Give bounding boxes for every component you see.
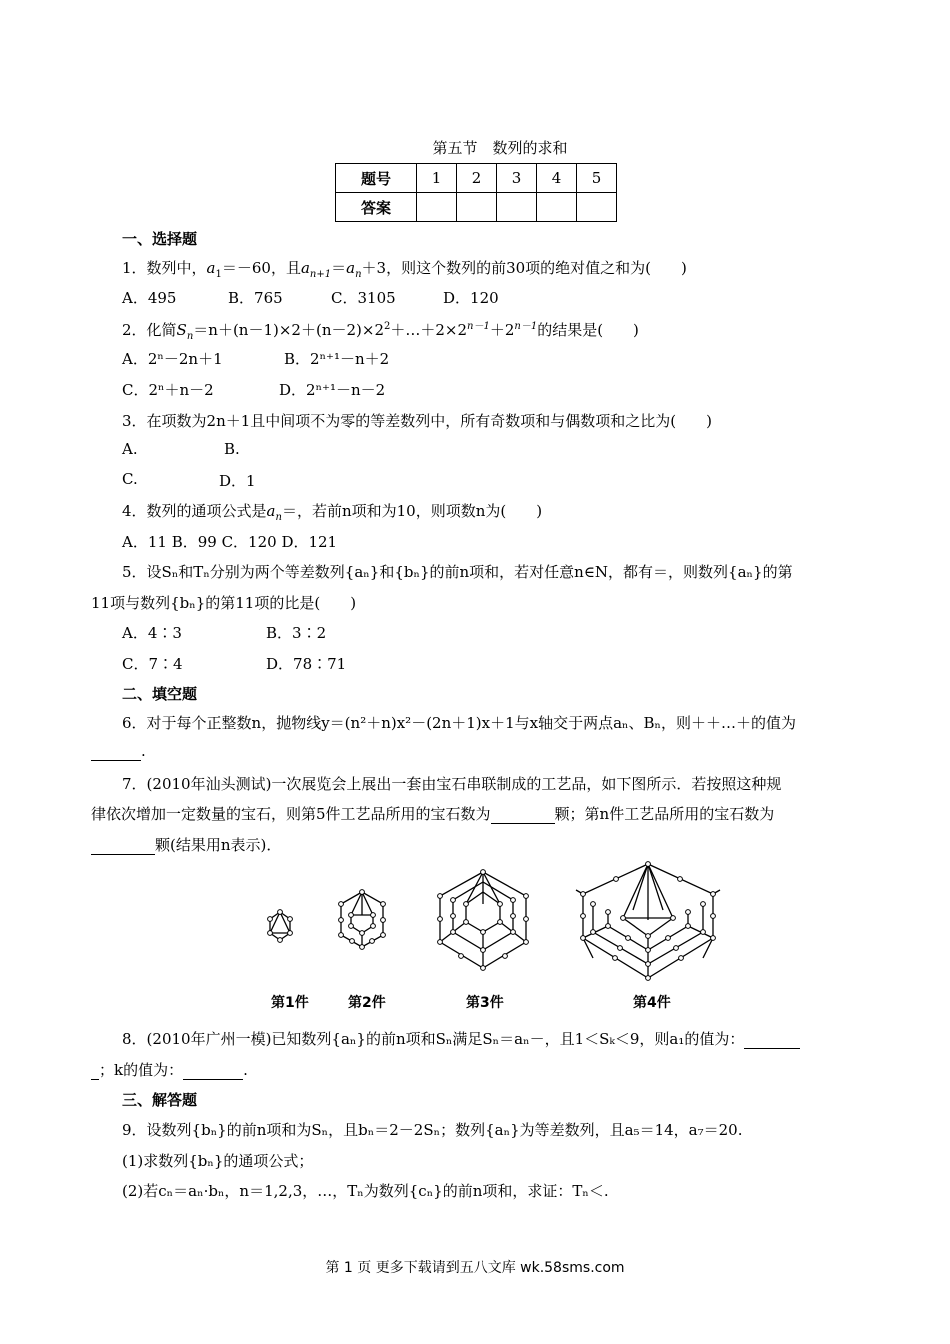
q5-option-a: A．4∶3 (122, 624, 182, 642)
question-8-line-2: ；k的值为： . (91, 1059, 248, 1080)
answer-blank[interactable] (183, 1061, 243, 1080)
answer-header: 答案 (336, 193, 417, 222)
section-heading-solve: 三、解答题 (122, 1091, 198, 1109)
q1-option-b: B．765 (228, 289, 283, 307)
gemstone-figure (258, 860, 728, 1010)
figure-caption-1: 第1件 (271, 995, 309, 1011)
figure-caption-3: 第3件 (466, 995, 504, 1011)
question-8-line-1: 8．(2010年广州一模)已知数列{aₙ}的前n项和Sₙ满足Sₙ＝aₙ－，且1＜Sₖ＜9，则a₁的值为： (122, 1028, 800, 1049)
answer-blank[interactable] (744, 1030, 800, 1049)
question-number-cell: 3 (497, 164, 537, 193)
question-3: 3．在项数为2n＋1且中间项不为零的等差数列中，所有奇数项和与偶数项和之比为( ) (122, 412, 712, 430)
answer-cell[interactable] (577, 193, 617, 222)
question-7-line-1: 7．(2010年汕头测试)一次展览会上展出一套由宝石串联制成的工艺品，如下图所示．若按照这种规 (122, 775, 782, 793)
question-4: 4．数列的通项公式是$a_n=$，若前n项和为10，则项数n为( ) (122, 502, 543, 523)
answer-cell[interactable] (497, 193, 537, 222)
question-number-cell: 4 (537, 164, 577, 193)
question-6-line-2: . (91, 742, 146, 761)
piece-4-drawing (576, 864, 720, 978)
q4-options: A．11 B．99 C．120 D．121 (122, 533, 338, 551)
answer-blank[interactable] (91, 1061, 99, 1080)
q5-option-d: D．78∶71 (266, 655, 347, 673)
answer-cell[interactable] (457, 193, 497, 222)
q3-option-b: B. (224, 440, 240, 458)
section-heading-choice: 一、选择题 (122, 230, 198, 248)
q1-option-c: C．3105 (331, 289, 396, 307)
q3-option-c: C. (122, 470, 138, 488)
piece-2-drawing (341, 892, 383, 947)
q3-option-a: A. (122, 440, 138, 458)
question-9-line-1: 9．设数列{bₙ}的前n项和为Sₙ，且bₙ＝2－2Sₙ；数列{aₙ}为等差数列，且a₅＝14，a₇＝20. (122, 1121, 743, 1139)
question-9-part-1: (1)求数列{bₙ}的通项公式； (122, 1152, 314, 1170)
question-5-line-1: 5．设Sₙ和Tₙ分别为两个等差数列{aₙ}和{bₙ}的前n项和，若对任意n∈N，都有＝，则数列{aₙ}的第 (122, 563, 793, 581)
question-6-line-1: 6．对于每个正整数n，抛物线y＝(n²＋n)x²－(2n＋1)x＋1与x轴交于两点aₙ、Bₙ，则＋＋…＋的值为 (122, 714, 797, 732)
answer-blank[interactable] (91, 742, 141, 761)
q2-option-a: A．2ⁿ－2n＋1 (122, 350, 223, 368)
q2-option-c: C．2ⁿ＋n－2 (122, 381, 214, 399)
question-1: 1．数列中，$a_1=-60$，且$a_{n+1}=a_n+3$，则这个数列的前30项的绝对值之和为( ) (122, 259, 687, 280)
question-7-line-2: 律依次增加一定数量的宝石，则第5件工艺品所用的宝石数为 颗；第n件工艺品所用的宝石数为 (91, 805, 775, 823)
question-2: 2．化简$S_n=n+(n-1)\times 2+(n-2)\times 2^2+\dots+2\times 2^{n-1}+2^{n-1}$的结果是( ) (122, 321, 639, 342)
q5-option-c: C．7∶4 (122, 655, 183, 673)
answer-cell[interactable] (537, 193, 577, 222)
piece-1-drawing (270, 912, 290, 940)
answer-cell[interactable] (417, 193, 457, 222)
question-number-cell: 1 (417, 164, 457, 193)
question-number-cell: 5 (577, 164, 617, 193)
question-number-cell: 2 (457, 164, 497, 193)
piece-3-drawing (440, 872, 526, 968)
question-number-header: 题号 (336, 164, 417, 193)
q3-option-d: D．1 (219, 472, 256, 490)
answer-table (335, 163, 617, 222)
q2-option-d: D．2ⁿ⁺¹－n－2 (279, 381, 386, 399)
figure-caption-4: 第4件 (633, 995, 671, 1011)
question-9-part-2: (2)若cₙ＝aₙ·bₙ，n＝1,2,3，…，Tₙ为数列{cₙ}的前n项和，求证：Tₙ＜. (122, 1182, 609, 1200)
question-5-line-2: 11项与数列{bₙ}的第11项的比是( ) (91, 594, 357, 612)
q2-option-b: B．2ⁿ⁺¹－n＋2 (284, 350, 390, 368)
q1-option-d: D．120 (443, 289, 499, 307)
answer-blank[interactable] (91, 836, 155, 855)
q5-option-b: B．3∶2 (266, 624, 327, 642)
section-heading-fill: 二、填空题 (122, 685, 198, 703)
answer-table-answer-row (336, 193, 617, 222)
figure-caption-2: 第2件 (348, 995, 386, 1011)
page-title: 第五节 数列的求和 (432, 139, 568, 157)
answer-blank[interactable] (491, 805, 555, 824)
question-7-line-3: 颗(结果用n表示)． (91, 834, 281, 855)
answer-table-header-row (336, 164, 617, 193)
page-footer: 第 1 页 更多下载请到五八文库 wk.58sms.com (325, 1260, 625, 1276)
q1-option-a: A．495 (122, 289, 177, 307)
